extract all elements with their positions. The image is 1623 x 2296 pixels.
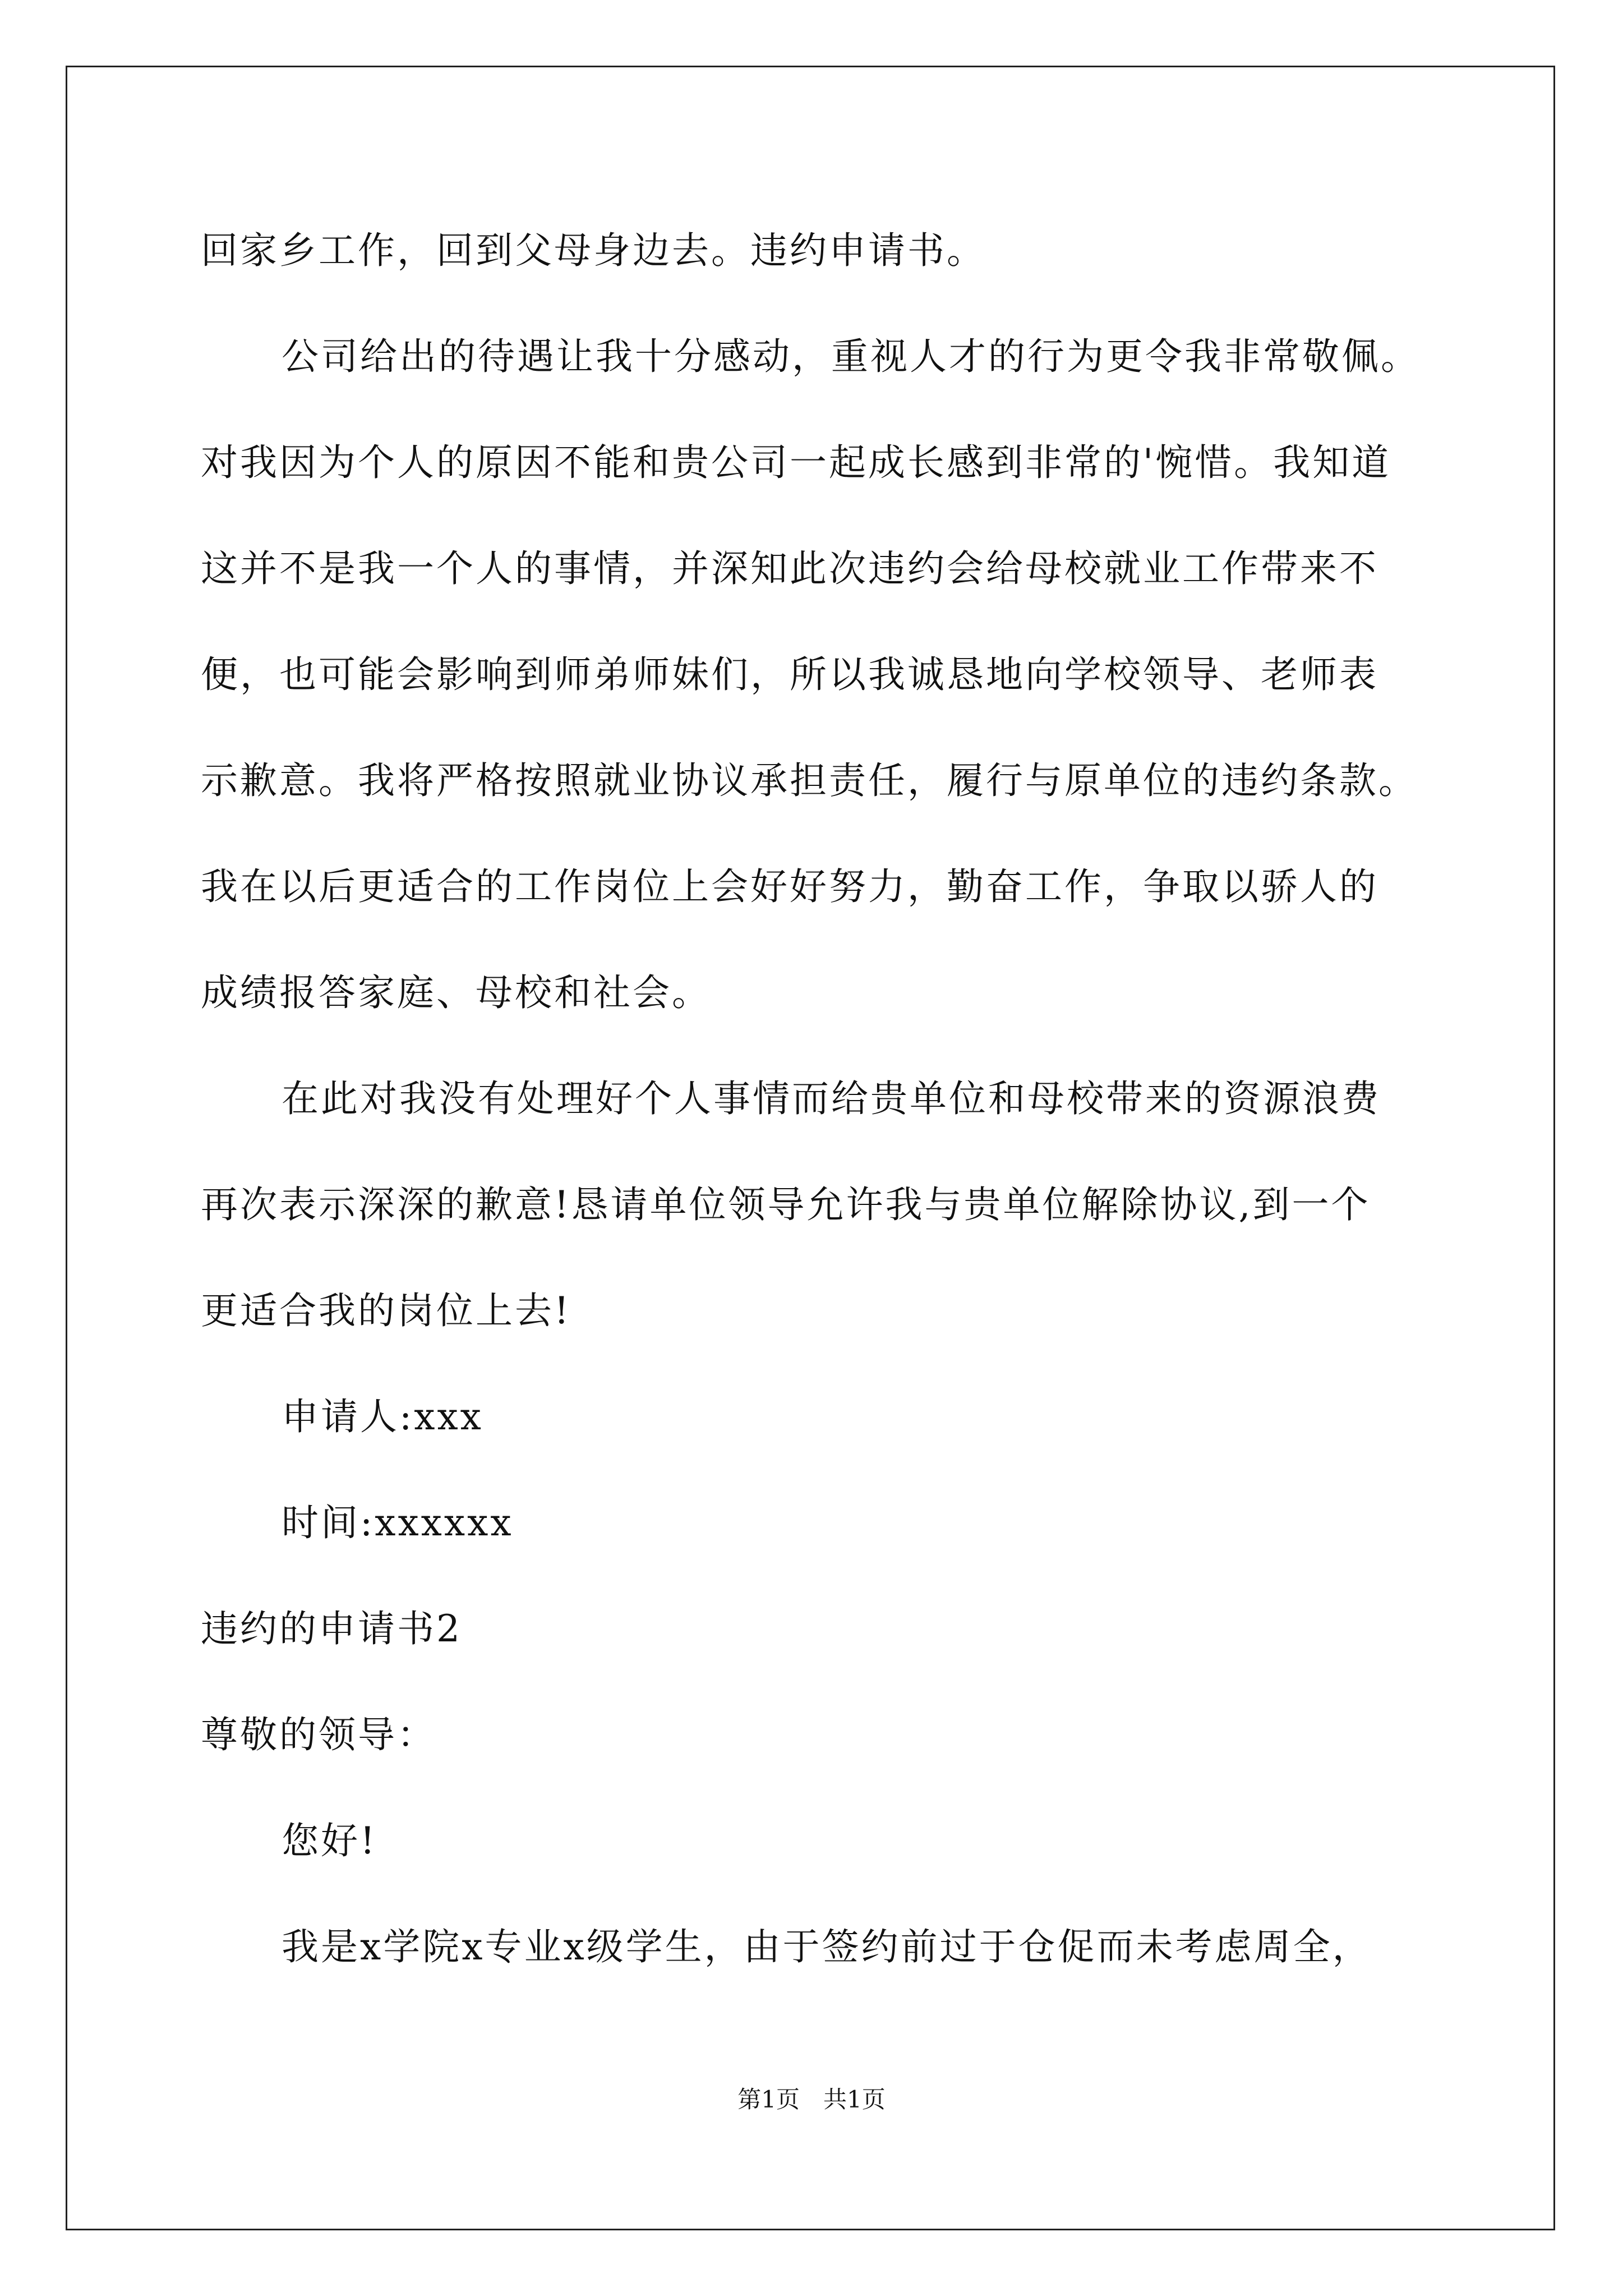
text-line-6: 示歉意。我将严格按照就业协议承担责任，履行与原单位的违约条款。	[201, 759, 1418, 802]
text-line-4: 这并不是我一个人的事情，并深知此次违约会给母校就业工作带来不	[201, 547, 1378, 590]
text-line-8: 成绩报答家庭、母校和社会。	[201, 971, 711, 1014]
text-line-2: 公司给出的待遇让我十分感动，重视人才的行为更令我非常敬佩。	[282, 335, 1420, 378]
text-line-9: 在此对我没有处理好个人事情而给贵单位和母校带来的资源浪费	[282, 1077, 1381, 1120]
page-border	[66, 66, 1555, 2230]
text-line-1: 回家乡工作，回到父母身边去。违约申请书。	[201, 229, 986, 272]
page-number: 第1页 共1页	[737, 2086, 886, 2113]
text-line-10: 再次表示深深的歉意!恳请单位领导允许我与贵单位解除协议,到一个	[201, 1183, 1371, 1226]
salutation: 尊敬的领导：	[201, 1713, 436, 1756]
text-line-7: 我在以后更适合的工作岗位上会好好努力，勤奋工作，争取以骄人的	[201, 865, 1378, 908]
text-line-17: 我是x学院x专业x级学生，由于签约前过于仓促而未考虑周全，	[282, 1925, 1372, 1968]
applicant-line: 申请人:xxx	[282, 1395, 483, 1438]
text-line-3: 对我因为个人的原因不能和贵公司一起成长感到非常的'惋惜。我知道	[201, 441, 1391, 484]
text-line-11: 更适合我的岗位上去!	[201, 1289, 571, 1332]
section-title: 违约的申请书2	[201, 1607, 462, 1650]
text-line-5: 便，也可能会影响到师弟师妹们，所以我诚恳地向学校领导、老师表	[201, 653, 1378, 696]
greeting: 您好!	[282, 1819, 377, 1862]
date-line: 时间:xxxxxx	[282, 1501, 514, 1544]
